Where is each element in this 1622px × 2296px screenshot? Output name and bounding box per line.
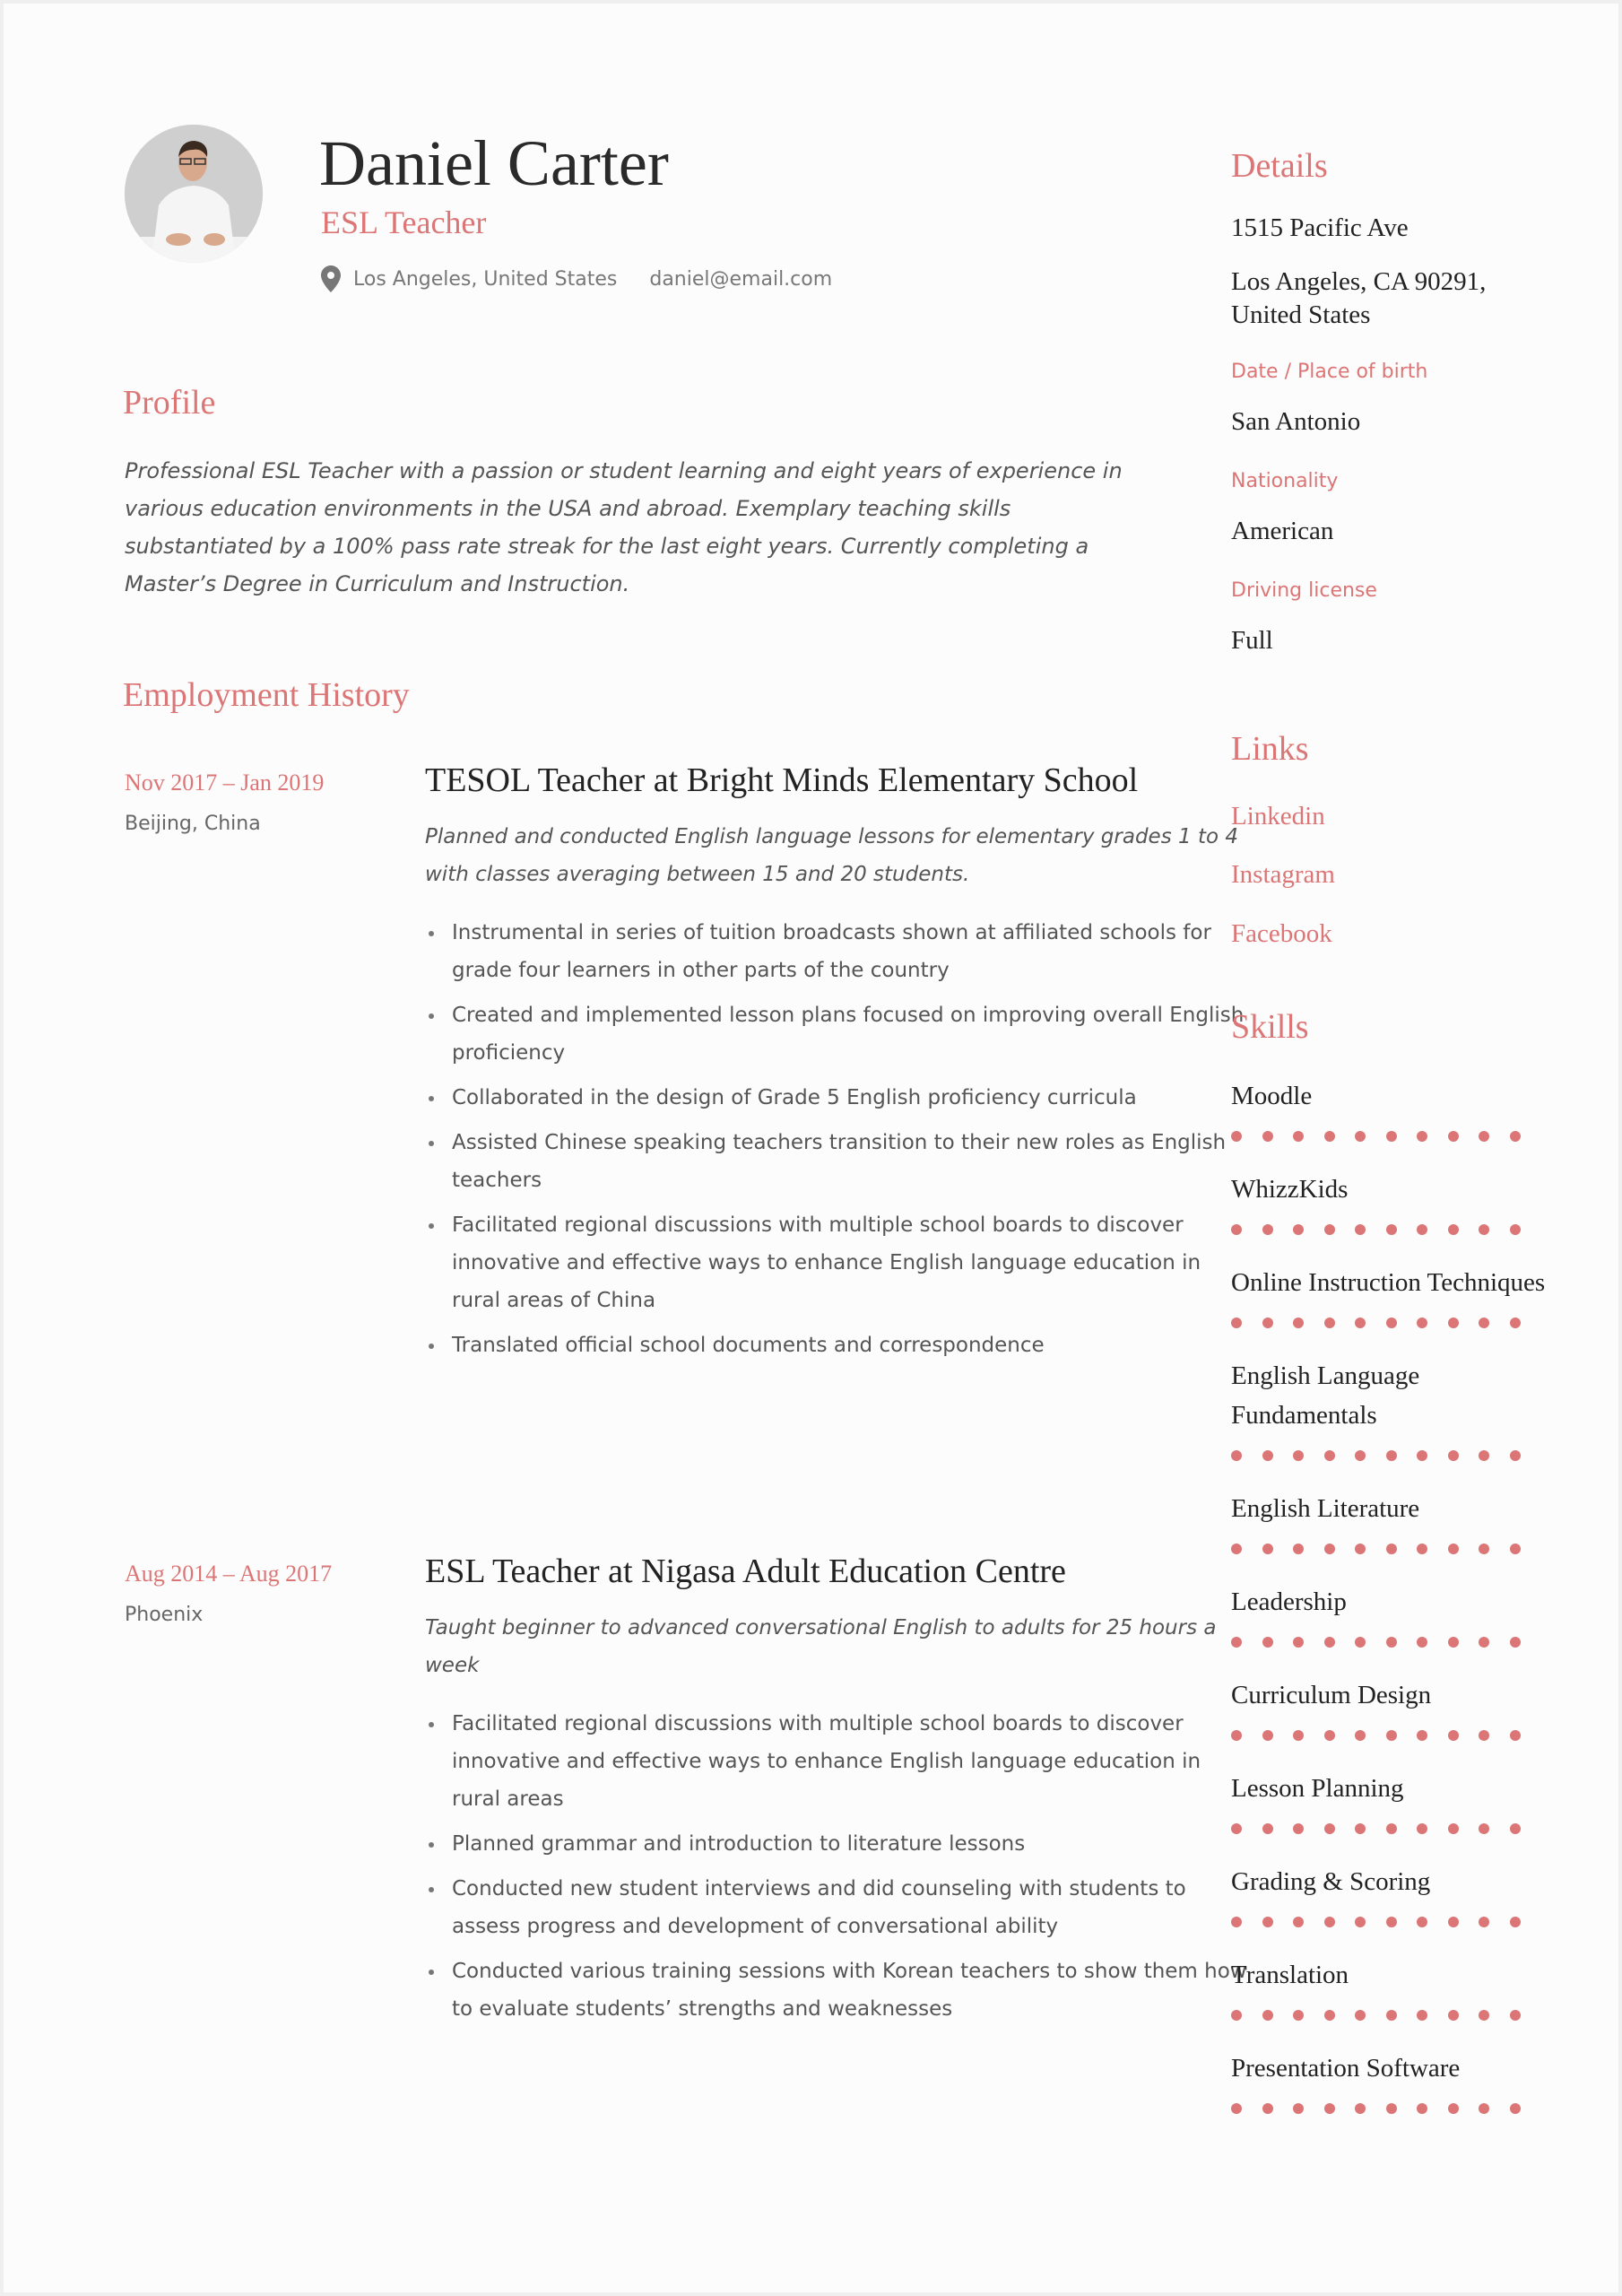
skill-dot-icon bbox=[1355, 1823, 1366, 1834]
skill-dot-icon bbox=[1479, 1917, 1489, 1927]
employment-heading: Employment History bbox=[123, 676, 410, 714]
skill-dot-icon bbox=[1448, 1730, 1459, 1741]
profile-text: Professional ESL Teacher with a passion or student learning and eight years of experience in various education environments in the USA and abroad. Exemplary teaching skills substantiated by a 100% pass rate streak for the last eight years. Currently completing a Master’s Degree in Curriculum and Instruction. bbox=[125, 458, 1123, 596]
skill-dot-icon bbox=[1324, 1131, 1335, 1142]
skill-dot-icon bbox=[1262, 1224, 1273, 1235]
skill-dot-icon bbox=[1479, 2010, 1489, 2021]
links-heading: Links bbox=[1231, 730, 1309, 768]
skill-dot-icon bbox=[1510, 1318, 1521, 1328]
job-bullet: Instrumental in series of tuition broadcasts shown at affiliated schools for grade four learners in other parts of the country bbox=[452, 914, 1250, 989]
skill-dot-icon bbox=[1510, 2010, 1521, 2021]
candidate-job-title: ESL Teacher bbox=[321, 204, 487, 240]
skill-dot-icon bbox=[1262, 2103, 1273, 2114]
skill-dot-icon bbox=[1417, 1224, 1427, 1235]
skill-dot-icon bbox=[1448, 1224, 1459, 1235]
skill-dot-icon bbox=[1386, 1544, 1397, 1554]
skill-dot-icon bbox=[1293, 1730, 1304, 1741]
skill-dot-icon bbox=[1262, 1917, 1273, 1927]
instagram-link[interactable]: Instagram bbox=[1231, 860, 1335, 889]
skill-dot-icon bbox=[1262, 1450, 1273, 1461]
skill-item bbox=[1231, 1862, 1554, 1927]
skill-dot-icon bbox=[1417, 1450, 1427, 1461]
skill-dot-icon bbox=[1324, 1823, 1335, 1834]
job-location: Beijing, China bbox=[125, 813, 261, 835]
skill-dot-icon bbox=[1479, 1318, 1489, 1328]
skill-name: Grading & Scoring bbox=[1231, 1867, 1431, 1896]
skill-dot-icon bbox=[1293, 1637, 1304, 1648]
skill-dot-icon bbox=[1479, 1823, 1489, 1834]
skill-dot-icon bbox=[1510, 1730, 1521, 1741]
dob-value: San Antonio bbox=[1231, 407, 1361, 436]
job-bullets bbox=[425, 914, 1250, 1364]
skill-dot-icon bbox=[1510, 1637, 1521, 1648]
skill-dot-icon bbox=[1448, 1637, 1459, 1648]
skill-level-dots bbox=[1231, 1544, 1554, 1554]
skill-dot-icon bbox=[1386, 1224, 1397, 1235]
skill-dot-icon bbox=[1355, 1318, 1366, 1328]
skill-dot-icon bbox=[1293, 1544, 1304, 1554]
job-bullet: Collaborated in the design of Grade 5 English proficiency curricula bbox=[452, 1079, 1250, 1117]
skill-dot-icon bbox=[1479, 1224, 1489, 1235]
skill-name: Curriculum Design bbox=[1231, 1681, 1432, 1709]
facebook-link[interactable]: Facebook bbox=[1231, 919, 1332, 948]
skill-dot-icon bbox=[1293, 1823, 1304, 1834]
skill-dot-icon bbox=[1417, 1823, 1427, 1834]
skill-dot-icon bbox=[1510, 1450, 1521, 1461]
skills-list bbox=[1231, 1076, 1554, 2114]
skill-dot-icon bbox=[1386, 1730, 1397, 1741]
skill-level-dots bbox=[1231, 1917, 1554, 1927]
skill-dot-icon bbox=[1293, 2103, 1304, 2114]
skill-name: Leadership bbox=[1231, 1587, 1347, 1616]
skill-dot-icon bbox=[1417, 1917, 1427, 1927]
skill-dot-icon bbox=[1262, 1544, 1273, 1554]
resume-page bbox=[4, 4, 1618, 2292]
skills-section bbox=[1231, 1005, 1554, 2142]
job-date: Aug 2014 – Aug 2017 bbox=[125, 1561, 333, 1587]
skill-dot-icon bbox=[1262, 1131, 1273, 1142]
skill-level-dots bbox=[1231, 2103, 1554, 2114]
skill-dot-icon bbox=[1355, 1450, 1366, 1461]
skill-dot-icon bbox=[1293, 1131, 1304, 1142]
skill-dot-icon bbox=[1231, 1318, 1242, 1328]
skill-name: English Literature bbox=[1231, 1494, 1420, 1523]
person-photo-icon bbox=[125, 125, 263, 263]
job-bullets bbox=[425, 1705, 1250, 2028]
job-date: Nov 2017 – Jan 2019 bbox=[125, 770, 325, 796]
skill-dot-icon bbox=[1293, 1318, 1304, 1328]
linkedin-link[interactable]: Linkedin bbox=[1231, 802, 1325, 831]
skill-level-dots bbox=[1231, 1730, 1554, 1741]
skill-dot-icon bbox=[1324, 2103, 1335, 2114]
job-bullet: Translated official school documents and correspondence bbox=[452, 1326, 1250, 1364]
skill-dot-icon bbox=[1386, 1637, 1397, 1648]
skill-dot-icon bbox=[1324, 1730, 1335, 1741]
license-value: Full bbox=[1231, 626, 1273, 655]
skill-dot-icon bbox=[1355, 1637, 1366, 1648]
job-location: Phoenix bbox=[125, 1604, 204, 1626]
skill-dot-icon bbox=[1448, 1823, 1459, 1834]
skill-dot-icon bbox=[1479, 1544, 1489, 1554]
job-bullet: Facilitated regional discussions with multiple school boards to discover innovative and effective ways to enhance English language education in rural areas of China bbox=[452, 1206, 1250, 1319]
skill-level-dots bbox=[1231, 1318, 1554, 1328]
skill-level-dots bbox=[1231, 1131, 1554, 1142]
skill-dot-icon bbox=[1479, 1131, 1489, 1142]
skill-dot-icon bbox=[1324, 1450, 1335, 1461]
skill-dot-icon bbox=[1510, 1823, 1521, 1834]
skill-level-dots bbox=[1231, 1224, 1554, 1235]
skill-dot-icon bbox=[1386, 1917, 1397, 1927]
skill-dot-icon bbox=[1355, 1917, 1366, 1927]
skill-name: Translation bbox=[1231, 1961, 1349, 1989]
skill-name: Presentation Software bbox=[1231, 2054, 1461, 2083]
skill-dot-icon bbox=[1231, 1131, 1242, 1142]
skill-dot-icon bbox=[1417, 2103, 1427, 2114]
skill-item bbox=[1231, 1263, 1554, 1328]
skill-dot-icon bbox=[1479, 1730, 1489, 1741]
skill-dot-icon bbox=[1231, 1637, 1242, 1648]
skill-dot-icon bbox=[1324, 1917, 1335, 1927]
skill-dot-icon bbox=[1386, 1318, 1397, 1328]
skill-dot-icon bbox=[1386, 1131, 1397, 1142]
skill-dot-icon bbox=[1417, 1637, 1427, 1648]
skill-item bbox=[1231, 1356, 1554, 1461]
skill-dot-icon bbox=[1355, 2010, 1366, 2021]
skill-dot-icon bbox=[1324, 1318, 1335, 1328]
skill-dot-icon bbox=[1448, 1318, 1459, 1328]
skill-dot-icon bbox=[1448, 1544, 1459, 1554]
skill-dot-icon bbox=[1262, 1823, 1273, 1834]
skill-dot-icon bbox=[1417, 1131, 1427, 1142]
job-bullet: Conducted new student interviews and did counseling with students to assess progress and development of conversational ability bbox=[452, 1870, 1250, 1945]
skill-item bbox=[1231, 2048, 1554, 2114]
skills-heading: Skills bbox=[1231, 1008, 1309, 1046]
contact-line bbox=[321, 265, 832, 292]
skill-dot-icon bbox=[1448, 2103, 1459, 2114]
skill-dot-icon bbox=[1231, 1823, 1242, 1834]
skill-dot-icon bbox=[1510, 1917, 1521, 1927]
job-bullet: Planned grammar and introduction to literature lessons bbox=[452, 1825, 1250, 1863]
skill-dot-icon bbox=[1231, 1544, 1242, 1554]
skill-dot-icon bbox=[1417, 2010, 1427, 2021]
skill-dot-icon bbox=[1231, 2010, 1242, 2021]
skill-dot-icon bbox=[1355, 1131, 1366, 1142]
skill-dot-icon bbox=[1231, 1450, 1242, 1461]
links-section bbox=[1231, 727, 1554, 952]
details-heading: Details bbox=[1231, 147, 1328, 185]
skill-dot-icon bbox=[1386, 2103, 1397, 2114]
details-section bbox=[1231, 144, 1554, 657]
skill-item bbox=[1231, 1955, 1554, 2021]
skill-dot-icon bbox=[1479, 2103, 1489, 2114]
skill-level-dots bbox=[1231, 1823, 1554, 1834]
skill-level-dots bbox=[1231, 1637, 1554, 1648]
skill-dot-icon bbox=[1417, 1318, 1427, 1328]
skill-dot-icon bbox=[1448, 1450, 1459, 1461]
job-bullet: Created and implemented lesson plans focused on improving overall English proficiency bbox=[452, 996, 1250, 1072]
address-line-2: Los Angeles, CA 90291, United States bbox=[1231, 267, 1487, 329]
skill-dot-icon bbox=[1355, 1730, 1366, 1741]
address-line-1: 1515 Pacific Ave bbox=[1231, 213, 1409, 242]
skill-dot-icon bbox=[1510, 1544, 1521, 1554]
skill-dot-icon bbox=[1324, 2010, 1335, 2021]
skill-name: Online Instruction Techniques bbox=[1231, 1268, 1546, 1297]
skill-dot-icon bbox=[1510, 1131, 1521, 1142]
skill-dot-icon bbox=[1262, 2010, 1273, 2021]
skill-name: English Language Fundamentals bbox=[1231, 1361, 1420, 1430]
skill-dot-icon bbox=[1231, 2103, 1242, 2114]
nationality-label: Nationality bbox=[1231, 470, 1339, 492]
skill-item bbox=[1231, 1582, 1554, 1648]
skill-dot-icon bbox=[1262, 1730, 1273, 1741]
skill-dot-icon bbox=[1355, 1544, 1366, 1554]
profile-heading: Profile bbox=[123, 384, 216, 422]
job-title: TESOL Teacher at Bright Minds Elementary School bbox=[425, 761, 1139, 799]
skill-item bbox=[1231, 1675, 1554, 1741]
skill-name: WhizzKids bbox=[1231, 1175, 1349, 1204]
location-text: Los Angeles, United States bbox=[353, 267, 618, 291]
skill-item bbox=[1231, 1769, 1554, 1834]
skill-dot-icon bbox=[1355, 2103, 1366, 2114]
job-bullet: Conducted various training sessions with Korean teachers to show them how to evaluate students’ strengths and weaknesses bbox=[452, 1952, 1250, 2028]
nationality-value: American bbox=[1231, 517, 1334, 545]
job-description: Taught beginner to advanced conversational English to adults for 25 hours a week bbox=[425, 1616, 1217, 1677]
skill-dot-icon bbox=[1417, 1544, 1427, 1554]
skill-dot-icon bbox=[1231, 1917, 1242, 1927]
skill-dot-icon bbox=[1479, 1637, 1489, 1648]
skill-dot-icon bbox=[1448, 2010, 1459, 2021]
job-description: Planned and conducted English language lessons for elementary grades 1 to 4 with classes averaging between 15 and 20 students. bbox=[425, 825, 1238, 886]
dob-label: Date / Place of birth bbox=[1231, 361, 1428, 383]
skill-dot-icon bbox=[1448, 1917, 1459, 1927]
skill-dot-icon bbox=[1324, 1637, 1335, 1648]
skill-dot-icon bbox=[1293, 1450, 1304, 1461]
license-label: Driving license bbox=[1231, 579, 1377, 602]
skill-dot-icon bbox=[1231, 1730, 1242, 1741]
skill-item bbox=[1231, 1489, 1554, 1554]
skill-dot-icon bbox=[1510, 1224, 1521, 1235]
job-title: ESL Teacher at Nigasa Adult Education Centre bbox=[425, 1552, 1066, 1590]
skill-dot-icon bbox=[1386, 2010, 1397, 2021]
skill-item bbox=[1231, 1076, 1554, 1142]
skill-level-dots bbox=[1231, 1450, 1554, 1461]
skill-dot-icon bbox=[1510, 2103, 1521, 2114]
skill-name: Lesson Planning bbox=[1231, 1774, 1404, 1803]
email-link[interactable]: daniel@email.com bbox=[649, 267, 833, 291]
skill-dot-icon bbox=[1355, 1224, 1366, 1235]
skill-dot-icon bbox=[1293, 2010, 1304, 2021]
skill-dot-icon bbox=[1293, 1917, 1304, 1927]
skill-level-dots bbox=[1231, 2010, 1554, 2021]
skill-dot-icon bbox=[1417, 1730, 1427, 1741]
candidate-name: Daniel Carter bbox=[319, 127, 669, 199]
skill-dot-icon bbox=[1324, 1224, 1335, 1235]
skill-dot-icon bbox=[1448, 1131, 1459, 1142]
skill-name: Moodle bbox=[1231, 1082, 1313, 1110]
skill-dot-icon bbox=[1324, 1544, 1335, 1554]
location-pin-icon bbox=[321, 265, 341, 292]
job-bullet: Assisted Chinese speaking teachers transition to their new roles as English teachers bbox=[452, 1124, 1250, 1199]
avatar bbox=[125, 125, 263, 263]
skill-dot-icon bbox=[1262, 1318, 1273, 1328]
skill-dot-icon bbox=[1386, 1450, 1397, 1461]
skill-dot-icon bbox=[1293, 1224, 1304, 1235]
skill-dot-icon bbox=[1231, 1224, 1242, 1235]
job-bullet: Facilitated regional discussions with multiple school boards to discover innovative and effective ways to enhance English language education in rural areas bbox=[452, 1705, 1250, 1818]
skill-dot-icon bbox=[1479, 1450, 1489, 1461]
skill-item bbox=[1231, 1170, 1554, 1235]
skill-dot-icon bbox=[1386, 1823, 1397, 1834]
skill-dot-icon bbox=[1262, 1637, 1273, 1648]
